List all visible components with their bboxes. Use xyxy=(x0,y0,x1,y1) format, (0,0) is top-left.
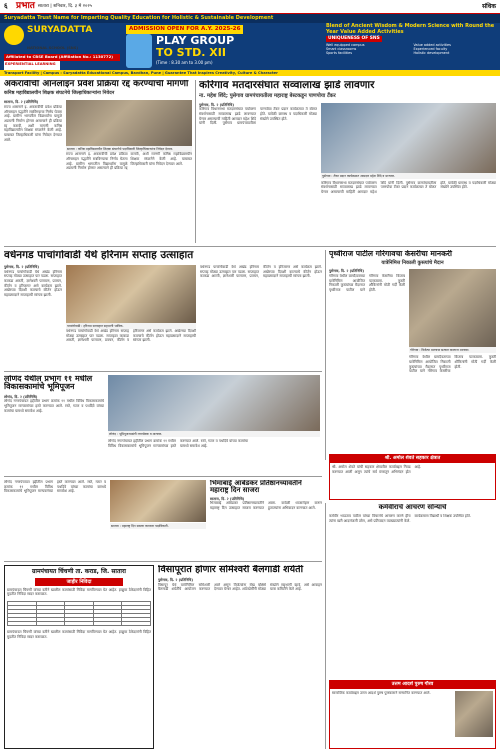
article-headline: लोणंद येथील प्रभाग ११ मधील विकासकामांचे भूमिपूजन xyxy=(4,375,93,392)
article-content xyxy=(329,269,496,444)
article-text-col xyxy=(210,480,322,547)
article-body: भिमाबाई आंबेडकर प्रतिष्ठानच्यावतीने महाराष्ट्र दिन उत्साहात साजरा करण्यात आला. यावेळी ध्वजारोहण करून हुतात्म्यांना अभिवादन करण्यात आले. xyxy=(210,501,322,511)
article-text-col-2 xyxy=(200,265,322,365)
article-lonand xyxy=(4,375,322,473)
ad-blend-text: Blend of Ancient Wisdom & Modern Science with Round the Year Value Added Activities xyxy=(326,23,495,35)
box-title: उत्तम आदर्श पुरुष गौरव xyxy=(330,681,495,689)
article-photo-col xyxy=(66,265,196,365)
article-body: कर्मवीर भाऊराव पाटील यांच्या विचारांचे आचरण करणे हीच त्यांना खरी आदरांजली ठरेल, असे प्रतिपादन व्याख्यात्यांनी केले. कार्यक्रमास विद्यार्थी व शिक्षक उपस्थित होते. xyxy=(329,514,471,524)
article-subhead: कनिष्ठ महाविद्यालयीन शिक्षक संघटनेचे जिल्हाधिकाऱ्यांना निवेदन xyxy=(4,91,115,97)
ad-unique-item: Experienced faculty xyxy=(413,46,448,51)
ad-school-sub: NATIONAL SCHOOL (SNS) xyxy=(27,46,79,50)
article-photo-col xyxy=(321,103,496,236)
article-dateline: पुसेगाव, दि. २ (प्रतिनिधि) xyxy=(158,577,193,582)
box-body: श्री. अमोल शेवते यांची सहकार क्षेत्रातील कार्याबद्दल निवड करण्यात आली असून त्यांचे सर्व स्तरातून अभिनंदन होत आहे. xyxy=(332,464,422,474)
photo-caption: सातारा : महाराष्ट्र दिन साजरा करताना पदाधिकारी. xyxy=(110,523,206,529)
article-photo xyxy=(108,375,320,431)
photo-caption: गोरेगाव : विजेत्या मल्लाचा सत्कार करताना मान्यवर. xyxy=(409,347,496,353)
box-title: श्री. अमोल शेवते सहकार क्षेत्रात xyxy=(330,455,495,463)
notice-subtitle: जाहीर निविदा xyxy=(35,578,123,586)
ad-uniqueness-title: UNIQUENESS OF SNS xyxy=(328,36,380,41)
article-text-col xyxy=(4,265,62,365)
box-gaurav xyxy=(329,680,496,749)
page-number: ६ xyxy=(4,2,8,11)
article-admission xyxy=(4,80,192,243)
article-harinam xyxy=(4,250,322,368)
article-body-continued: कोरेगाव विधानसभा मतदारसंघात पर्यावरण संवर्धनासाठी सव्वालाख झाडे लावण्यात येणार असल्याची माहिती आमदार महेश शिंदे यांनी दिली. पुसेगाव ग्रामपंचायतीला पाणपोया टँकर प्रदान कार्यक्रमात ते बोलत होते. यावेळी ग्रामस्थ व पदाधिकारी मोठ्या संख्येने उपस्थित होते. xyxy=(321,180,496,194)
article-dateline: सातारा, दि. २ (प्रतिनिधि) xyxy=(4,100,39,105)
article-dateline: पुसेगाव, दि. २ (प्रतिनिधि) xyxy=(329,269,364,274)
notice-body: ग्रामपंचायत चिंचणी यांच्या वतीने खालील कामांसाठी निविदा मागविण्यात येत आहेत. इच्छुक ठेकेदारांनी विहित मुदतीत निविदा सादर कराव्यात. xyxy=(7,587,151,597)
article-karmaveer xyxy=(329,504,496,676)
article-body-continued: राज्य शासनाने इ. अकरावीची प्रवेश प्रक्रिया ऑनलाइन पद्धतीने राबविण्याचा निर्णय घेतला आहे. ग्रामीण भागातील विद्यार्थ्यांना यामुळे अडचणी निर्माण होणार असल्याने ही प्रक्रिया रद्द करावी, अशी मागणी कनिष्ठ महाविद्यालयीन शिक्षक संघटनेने केली आहे. याबाबत जिल्हाधिकारी यांना निवेदन देण्यात आले. xyxy=(66,152,192,171)
ad-to-std: TO STD. XII xyxy=(156,46,226,59)
column-rule xyxy=(195,80,196,243)
ad-top-line: Suryadatta Trust Name for Imparting Quality Education for Holistic & Sustainable Development xyxy=(0,14,500,23)
tender-notice xyxy=(4,565,154,749)
article-photo xyxy=(110,480,206,522)
article-body: कोरेगाव विधानसभा मतदारसंघात पर्यावरण संवर्धनासाठी सव्वालाख झाडे लावण्यात येणार असल्याची माहिती आमदार महेश शिंदे यांनी दिली. पुसेगाव ग्रामपंचायतीला पाणपोया टँकर प्रदान कार्यक्रमात ते बोलत होते. यावेळी ग्रामस्थ व पदाधिकारी मोठ्या संख्येने उपस्थित होते. xyxy=(199,107,317,126)
horizontal-rule xyxy=(4,476,322,477)
ad-time: (Time : 8.30 am to 3.00 pm) xyxy=(156,60,213,65)
table-row xyxy=(8,622,151,626)
ad-unique-item: Holistic development xyxy=(413,51,450,55)
ad-unique-item: Value added activities xyxy=(413,42,451,47)
horizontal-rule xyxy=(4,561,322,562)
notice-body-continued: ग्रामपंचायत चिंचणी यांच्या वतीने खालील कामांसाठी निविदा मागविण्यात येत आहेत. इच्छुक ठेकेदारांनी विहित मुदतीत निविदा सादर कराव्यात. xyxy=(7,630,151,639)
article-photo-col xyxy=(409,269,496,444)
section-name: संधिक xyxy=(482,2,496,10)
article-headline: पृथ्वीराज पाटील गोरेगावचा केसरीचा मानकरी xyxy=(329,250,452,258)
photo-caption: सातारा : कनिष्ठ महाविद्यालयीन शिक्षक संघटनेचे पदाधिकारी जिल्हाधिकाऱ्यांना निवेदन देताना. xyxy=(66,146,192,152)
article-visapur xyxy=(158,565,322,749)
article-dateline: पुसेगाव, दि. २ (प्रतिनिधि) xyxy=(4,265,39,270)
portrait-photo xyxy=(455,691,493,737)
ad-unique-list xyxy=(326,43,498,56)
article-subhead: यात्रेनिमित्त निकाली कुस्त्यांचे मैदान xyxy=(381,259,444,266)
date-line: सातारा | शनिवार, दि. ३ मे २०२५ xyxy=(37,3,93,9)
ad-school-block xyxy=(4,25,122,69)
column-rule xyxy=(325,250,326,460)
article-text-col xyxy=(4,100,62,228)
article-lonand-continued xyxy=(4,480,106,558)
article-bhimabai xyxy=(110,480,322,558)
article-dateline: पुसेगाव, दि. २ (प्रतिनिधि) xyxy=(199,102,234,107)
article-headline: वर्धनगड पाचांगोवाडी येथे हरिनाम सप्ताह उत्साहात xyxy=(4,250,194,261)
article-photo xyxy=(321,103,496,173)
article-content xyxy=(199,103,496,236)
article-headline: अकरावीची ऑनलाइन प्रवेश प्रक्रिया रद्द करण्याची मागणी xyxy=(4,80,189,89)
article-trees xyxy=(199,80,496,243)
article-body: विसापूर येथे यात्रेनिमित्त सोमेश्वरी बैलगाडी शर्यतींचे आयोजन करण्यात आले असून विजेत्यांना रोख बक्षिसे देण्यात येणार आहेत. शर्यतप्रेमींनी मोठ्या संख्येने सहभागी व्हावे, असे आवाहन यात्रा कमिटीने केले आहे. xyxy=(158,582,322,592)
article-body: राज्य शासनाने इ. अकरावीची प्रवेश प्रक्रिया ऑनलाइन पद्धतीने राबविण्याचा निर्णय घेतला आहे. ग्रामीण भागातील विद्यार्थ्यांना यामुळे अडचणी निर्माण होणार असल्याने ही प्रक्रिया रद्द करावी, अशी मागणी कनिष्ठ महाविद्यालयीन शिक्षक संघटनेने केली आहे. याबाबत जिल्हाधिकारी यांना निवेदन देण्यात आले. xyxy=(4,105,62,142)
ad-affiliation: Affiliated to CBSE Board (Affiliation No.: 1130772) xyxy=(4,54,120,61)
article-dateline: सातारा, दि. २ (प्रतिनिधि) xyxy=(210,496,245,501)
photo-caption: पाचांगोवाडी : हरिनाम सप्ताहात सहभागी भाविक. xyxy=(66,323,196,329)
box-shevte xyxy=(329,454,496,500)
ad-school-name: SURYADATTA xyxy=(27,25,93,35)
school-advertisement xyxy=(0,14,500,76)
box-content xyxy=(330,689,495,749)
article-photo xyxy=(66,100,192,146)
ad-experiential: EXPERIENTIAL LEARNING xyxy=(4,61,60,71)
article-subhead: ना. महेश शिंदे; पुसेगाव ग्रामपंचायतीला महाराष्ट्र बेस्टकडून पाणपोया टँकर xyxy=(199,93,336,100)
article-dateline: लोणंद, दि. २ (प्रतिनिधि) xyxy=(4,394,38,399)
article-text-col xyxy=(329,269,405,444)
ad-uniqueness-block xyxy=(326,24,498,69)
photo-caption: पुसेगाव : टँकर प्रदान कार्यक्रमात आमदार महेश शिंदे व मान्यवर. xyxy=(321,173,496,179)
ad-unique-item: Smart classrooms xyxy=(326,46,357,51)
ad-admission-banner: ADMISSION OPEN FOR A.Y. 2025-26 xyxy=(126,25,243,34)
ad-unique-item: Well equipped campus xyxy=(326,42,365,47)
school-crest-icon xyxy=(4,25,24,45)
ad-admission-block xyxy=(126,25,322,69)
article-body: गोरेगाव येथील ग्रामदैवताच्या यात्रेनिमित्त आयोजित निकाली कुस्त्यांच्या मैदानात पृथ्वीराज पाटील याने गोरेगाव केसरीचा किताब पटकावला. कुस्ती शौकिनांनी मोठी गर्दी केली होती. xyxy=(329,273,405,292)
article-body-continued: लोणंद नगरपंचायत हद्दीतील प्रभाग क्रमांक ११ मधील विविध विकासकामांचे भूमिपूजन मान्यवरांच्या हस्ते करण्यात आले. रस्ते, गटार व पथदिवे यांच्या कामांचा यामध्ये समावेश आहे. xyxy=(108,439,248,448)
article-photo xyxy=(409,269,496,347)
article-content xyxy=(4,100,192,228)
article-photo-col xyxy=(66,100,192,228)
masthead xyxy=(0,0,500,14)
notice-title: ग्रामपंचायत चिंचणी ता. कराड, जि. सातारा xyxy=(32,568,126,575)
article-photo-col xyxy=(108,375,320,469)
ad-play-group: PLAY GROUP xyxy=(156,34,235,47)
article-body-continued: लोणंद नगरपंचायत हद्दीतील प्रभाग क्रमांक ११ मधील विविध विकासकामांचे भूमिपूजन मान्यवरांच्या हस्ते करण्यात आले. रस्ते, गटार व पथदिवे यांच्या कामांचा यामध्ये समावेश आहे. xyxy=(4,480,106,494)
ad-unique-item: Sports facilities xyxy=(326,51,353,55)
horizontal-rule xyxy=(4,371,322,372)
ad-kid-photo xyxy=(126,34,152,68)
article-body: वर्धनगड पाचांगोवाडी येथे अखंड हरिनाम सप्ताह मोठ्या उत्साहात पार पडला. सप्ताहात काकडा आरती, ज्ञानेश्वरी पारायण, प्रवचन, कीर्तन व हरिजागर असे कार्यक्रम झाले. अखेरच्या दिवशी काल्याचे कीर्तन होऊन महाप्रसादाने सप्ताहाची सांगता झाली. xyxy=(4,269,62,298)
article-content xyxy=(4,375,322,469)
article-text-col xyxy=(4,375,104,469)
ad-bottom-line: Transport Facility | Campus : Suryadatta Educational Campus, Bavdhan, Pune | Guarantee That Inspires Creativity, Culture & Character xyxy=(0,70,500,76)
article-kesari xyxy=(329,250,496,450)
paper-logo: प्रभात xyxy=(16,0,35,11)
article-text-col xyxy=(199,103,317,236)
article-headline: कर्मवीरांचे आचरण सोन्याचे xyxy=(378,504,447,511)
article-content xyxy=(4,265,322,365)
article-headline: भिमाबाई आंबेडकर प्रतिष्ठानच्यावतीने महाराष्ट्र दिन साजरा xyxy=(210,480,302,495)
article-body-continued: वर्धनगड पाचांगोवाडी येथे अखंड हरिनाम सप्ताह मोठ्या उत्साहात पार पडला. सप्ताहात काकडा आरती, ज्ञानेश्वरी पारायण, प्रवचन, कीर्तन व हरिजागर असे कार्यक्रम झाले. अखेरच्या दिवशी काल्याचे कीर्तन होऊन महाप्रसादाने सप्ताहाची सांगता झाली. xyxy=(66,329,196,343)
notice-table xyxy=(7,601,151,626)
article-body-continued: वर्धनगड पाचांगोवाडी येथे अखंड हरिनाम सप्ताह मोठ्या उत्साहात पार पडला. सप्ताहात काकडा आरती, ज्ञानेश्वरी पारायण, प्रवचन, कीर्तन व हरिजागर असे कार्यक्रम झाले. अखेरच्या दिवशी काल्याचे कीर्तन होऊन महाप्रसादाने सप्ताहाची सांगता झाली. xyxy=(200,265,322,279)
article-headline: कोरेगाव मतदारसंघात सव्वालाख झाडे लावणार xyxy=(199,80,375,91)
article-body: लोणंद नगरपंचायत हद्दीतील प्रभाग क्रमांक ११ मधील विविध विकासकामांचे भूमिपूजन मान्यवरांच्या हस्ते करण्यात आले. रस्ते, गटार व पथदिवे यांच्या कामांचा यामध्ये समावेश आहे. xyxy=(4,399,104,413)
horizontal-rule xyxy=(4,246,496,247)
article-photo xyxy=(66,265,196,323)
article-headline: विसापूरात होणार सोमेश्वरी बैलगाडी शर्यती xyxy=(158,565,304,575)
box-body: सामाजिक कार्याबद्दल उत्तम आदर्श पुरुष पुरस्काराने सन्मानित करण्यात आले. xyxy=(332,690,431,695)
article-body-continued: गोरेगाव येथील ग्रामदैवताच्या यात्रेनिमित्त आयोजित निकाली कुस्त्यांच्या मैदानात पृथ्वीराज पाटील याने गोरेगाव केसरीचा किताब पटकावला. कुस्ती शौकिनांनी मोठी गर्दी केली होती. xyxy=(409,355,496,374)
column-rule xyxy=(325,503,326,749)
photo-caption: लोणंद : भूमिपूजनप्रसंगी नगरसेवक व मान्यवर. xyxy=(108,431,320,437)
